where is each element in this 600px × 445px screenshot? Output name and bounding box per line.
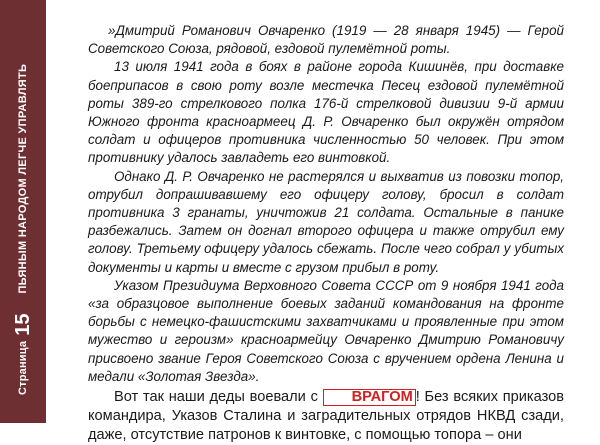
side-title-bar — [0, 0, 46, 423]
page-number: 15 — [11, 313, 34, 336]
paragraph-battle: 13 июля 1941 года в боях в районе города Кишинёв, при доставке боеприпасов в свою роту возле местечка Песец ездовой пулемётной роты 389-го стрелкового полка 176-й стрелковой дивизии 9-й армии Южного фронта красноармеец Д. Р. Овчаренко был окружён отрядом солдат и офицеров противника численностью 50 человек. При этом противнику удалось завладеть его винтовкой. — [88, 59, 564, 166]
paragraph-conclusion — [88, 388, 564, 445]
paragraph-intro: »Дмитрий Романович Овчаренко (1919 — 28 января 1945) — Герой Советского Союза, рядовой, ездовой пулемётной роты. — [88, 23, 564, 57]
article-body — [88, 22, 564, 445]
enemy-highlight: ВРАГОМ — [323, 389, 416, 406]
running-title: ПЬЯНЫМ НАРОДОМ ЛЕГЧЕ УПРАВЛЯТЬ — [17, 63, 29, 294]
side-title-rotated — [0, 0, 46, 423]
conclusion-text-after: ! Без всяких приказов командира, Указов Сталина и заградительных отрядов НКВД сзади, даже, отсутствие патронов к винтовке, с помощью топора – они — [88, 389, 564, 444]
paragraph-axe: Однако Д. Р. Овчаренко не растерялся и выхватив из повозки топор, отрубил допрашивавшему его офицеру голову, бросил в солдат противника 3 гранаты, уничтожив 21 солдата. Остальные в панике разбежались. Затем он догнал второго офицера и также отрубил ему голову. Третьему офицеру удалось сбежать. После чего собрал у убитых документы и карты и вместе с грузом прибыл в роту. — [88, 168, 564, 275]
conclusion-text-before: Вот так наши деды воевали с — [114, 389, 323, 406]
page-label: Страница — [17, 340, 29, 395]
paragraph-decree: Указом Президиума Верховного Совета СССР от 9 ноября 1941 года «за образцовое выполнение боевых заданий командования на фронте борьбы с немецко-фашистскими захватчиками и проявленные при этом мужество и героизм» красноармейцу Овчаренко Дмитрию Романовичу присвоено звание Героя Советского Союза с вручением ордена Ленина и медали «Золотая Звезда». — [88, 277, 564, 384]
